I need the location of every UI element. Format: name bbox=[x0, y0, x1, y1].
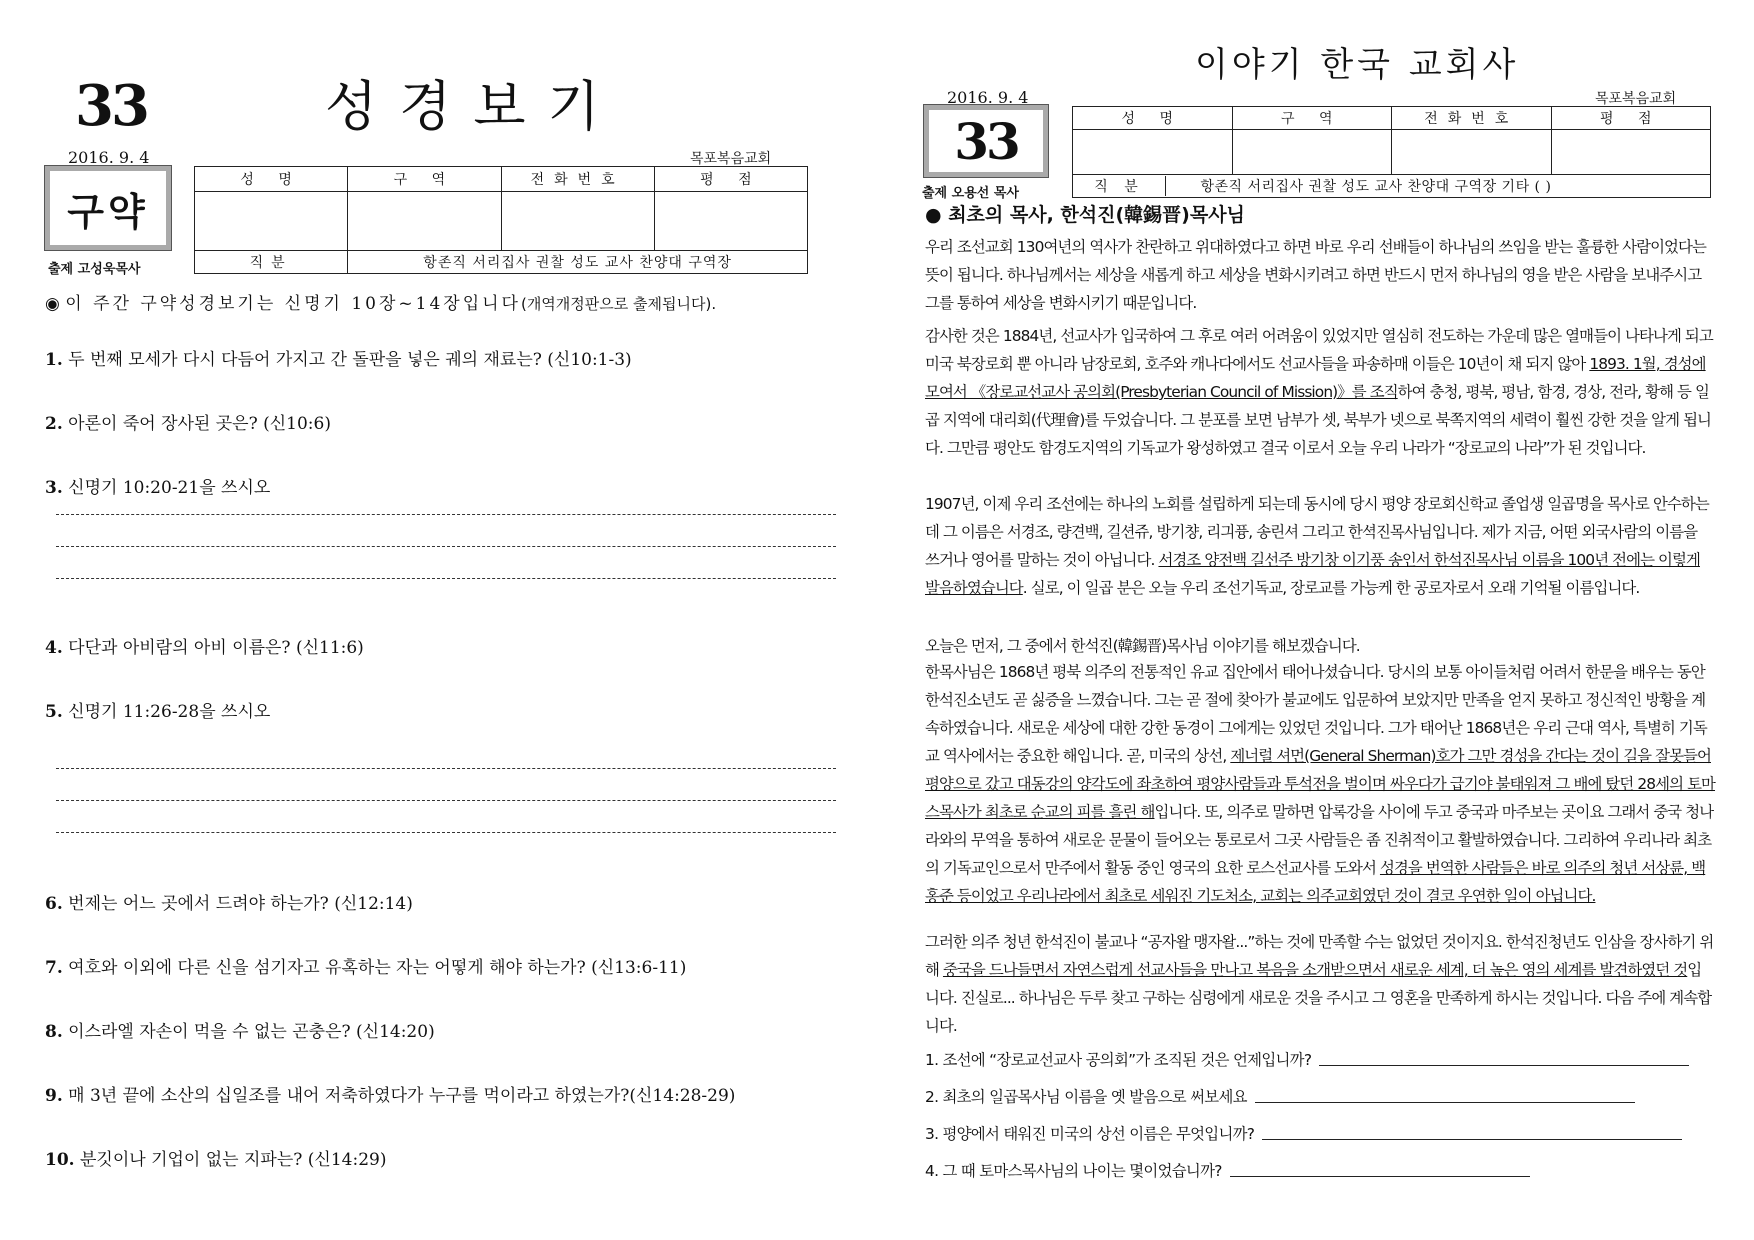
left-author: 출제 고성욱목사 bbox=[48, 262, 141, 277]
district-field[interactable] bbox=[1232, 130, 1392, 175]
name-field[interactable] bbox=[1073, 130, 1233, 175]
header-district: 구 역 bbox=[348, 167, 501, 192]
quiz-answer-line[interactable] bbox=[1255, 1102, 1635, 1103]
header-phone: 전화번호 bbox=[1392, 107, 1552, 130]
phone-field[interactable] bbox=[501, 192, 654, 251]
right-issue-number: 33 bbox=[924, 105, 1048, 177]
article-heading: ● 최초의 목사, 한석진(韓錫晋)목사님 bbox=[925, 204, 1245, 226]
left-church-name: 목포복음교회 bbox=[690, 151, 772, 167]
answer-line[interactable] bbox=[56, 546, 836, 547]
right-info-table bbox=[1072, 106, 1711, 198]
right-date: 2016. 9. 4 bbox=[947, 88, 1029, 107]
question-7: 7. 여호와 이외에 다른 신을 섬기자고 유혹하는 자는 어떻게 해야 하는가? (신13:6-11) bbox=[45, 958, 687, 978]
intro-line bbox=[45, 289, 825, 314]
question-1: 1. 두 번째 모세가 다시 다듬어 가지고 간 돌판을 넣은 궤의 재료는? (신10:1-3) bbox=[45, 350, 632, 370]
question-4: 4. 다단과 아비람의 아비 이름은? (신11:6) bbox=[45, 638, 364, 658]
quiz-answer-line[interactable] bbox=[1230, 1176, 1530, 1177]
role-row[interactable] bbox=[1073, 175, 1711, 198]
score-field[interactable] bbox=[1551, 130, 1711, 175]
question-8: 8. 이스라엘 자손이 먹을 수 없는 곤충은? (신14:20) bbox=[45, 1022, 435, 1042]
quiz-answer-line[interactable] bbox=[1319, 1065, 1689, 1066]
role-label: 직분 bbox=[195, 251, 348, 274]
answer-line[interactable] bbox=[56, 578, 836, 579]
question-10: 10. 분깃이나 기업이 없는 지파는? (신14:29) bbox=[45, 1150, 387, 1170]
header-district: 구 역 bbox=[1232, 107, 1392, 130]
article-paragraph-1: 우리 조선교회 130여년의 역사가 찬란하고 위대하였다고 하면 바로 우리 선배들이 하나님의 쓰임을 받는 훌륭한 사람이었다는 뜻이 됩니다. 하나님께서는 세상을 새롭게 하고 세상을 변화시키려고 하면 반드시 먼저 하나님의 영을 받은 사람을 보내주시고 그를 통하여 세상을 변화시키기 때문입니다. bbox=[925, 238, 1706, 312]
role-label: 직 분 bbox=[1073, 176, 1166, 196]
quiz-question-2: 2. 최초의 일곱목사님 이름을 옛 발음으로 써보세요 bbox=[925, 1085, 1635, 1107]
left-page-title: 성경보기 bbox=[325, 75, 622, 138]
role-options[interactable]: 항존직 서리집사 권찰 성도 교사 찬양대 구역장 bbox=[348, 251, 808, 274]
question-9: 9. 매 3년 끝에 소산의 십일조를 내어 저축하였다가 누구를 먹이라고 하였는가?(신14:28-29) bbox=[45, 1086, 736, 1106]
left-info-table bbox=[194, 166, 808, 274]
quiz-question-4: 4. 그 때 토마스목사님의 나이는 몇이었습니까? bbox=[925, 1159, 1530, 1181]
right-author: 출제 오용선 목사 bbox=[922, 186, 1019, 201]
question-5: 5. 신명기 11:26-28을 쓰시오 bbox=[45, 702, 271, 722]
header-phone: 전화번호 bbox=[501, 167, 654, 192]
intro-mark: ◉ bbox=[45, 294, 60, 314]
article-paragraph-6: 그러한 의주 청년 한석진이 불교나 “공자왈 맹자왈...”하는 것에 만족할 수는 없었던 것이지요. 한석진청년도 인삼을 장사하기 위해 중국을 드나들면서 자연스럽게 선교사들을 만나고 복음을 소개받으면서 새로운 세계, 더 높은 영의 세계를 발견하였던 것입니다. 진실로... 하나님은 두루 찾고 구하는 심령에게 새로운 것을 주시고 그 영혼을 만족하게 하시는 것입니다. 다음 주에 계속합니다. bbox=[925, 933, 1714, 1035]
intro-text: 이 주간 구약성경보기는 신명기 10장~14장입니다 bbox=[65, 294, 521, 314]
answer-line[interactable] bbox=[56, 514, 836, 515]
answer-line[interactable] bbox=[56, 768, 836, 769]
right-page-title: 이야기 한국 교회사 bbox=[1195, 45, 1520, 85]
score-field[interactable] bbox=[654, 192, 807, 251]
answer-line[interactable] bbox=[56, 800, 836, 801]
testament-box: 구약 bbox=[45, 166, 171, 250]
question-3: 3. 신명기 10:20-21을 쓰시오 bbox=[45, 478, 271, 498]
question-2: 2. 아론이 죽어 장사된 곳은? (신10:6) bbox=[45, 414, 331, 434]
article-paragraph-3: 1907년, 이제 우리 조선에는 하나의 노회를 설립하게 되는데 동시에 당시 평양 장로회신학교 졸업생 일곱명을 목사로 안수하는데 그 이름은 서경조, 량견백, 길션쥬, 방기챵, 리긔퓽, 송린셔 그리고 한셕진목사님입니다. 제가 지금, 어떤 외국사람의 이름을 쓰거나 영어를 말하는 것이 아닙니다. 서경조 양전백 길선주 방기창 이기풍 송인서 한석진목사님 이름을 100년 전에는 이렇게 발음하였습니다. 실로, 이 일곱 분은 오늘 우리 조선기독교, 장로교를 가능케 한 공로자로서 오래 기억될 이름입니다. bbox=[925, 495, 1709, 597]
header-score: 평 점 bbox=[1551, 107, 1711, 130]
article-paragraph-2: 감사한 것은 1884년, 선교사가 입국하여 그 후로 여러 어려움이 있었지만 열심히 전도하는 가운데 많은 열매들이 나타나게 되고 미국 북장로회 뿐 아니라 남장로회, 호주와 캐나다에서도 선교사들을 파송하매 이들은 10년이 채 되지 않아 1893. 1월, 경성에 모여서 《장로교선교사 공의회(Presbyterian Council of Mission)》를 조직하여 충청, 평북, 평남, 함경, 경상, 전라, 황해 등 일곱 지역에 대리회(代理會)를 두었습니다. 그 분포를 보면 남부가 셋, 북부가 넷으로 북쪽지역의 세력이 훨씬 강한 것을 알게 됩니다. 그만큼 평안도 함경도지역의 기독교가 왕성하였고 결국 이로서 오늘 우리 나라가 “장로교의 나라”가 된 것입니다. bbox=[925, 327, 1713, 457]
phone-field[interactable] bbox=[1392, 130, 1552, 175]
district-field[interactable] bbox=[348, 192, 501, 251]
quiz-question-1: 1. 조선에 “장로교선교사 공의회”가 조직된 것은 언제입니까? bbox=[925, 1048, 1689, 1070]
header-name: 성 명 bbox=[195, 167, 348, 192]
left-date: 2016. 9. 4 bbox=[68, 148, 150, 167]
left-issue-number: 33 bbox=[75, 73, 147, 139]
article-paragraph-4: 오늘은 먼저, 그 중에서 한석진(韓錫晋)목사님 이야기를 해보겠습니다. bbox=[925, 637, 1360, 655]
right-church-name: 목포복음교회 bbox=[1595, 91, 1677, 107]
article-paragraph-5: 한목사님은 1868년 평북 의주의 전통적인 유교 집안에서 태어나셨습니다. 당시의 보통 아이들처럼 어려서 한문을 배우는 동안 한석진소년도 곧 싫증을 느꼈습니다. 그는 곧 절에 찾아가 불교에도 입문하여 보았지만 만족을 얻지 못하고 정신적인 방황을 계속하였습니다. 새로운 세상에 대한 강한 동경이 그에게는 있었던 것입니다. 그가 태어난 1868년은 우리 근대 역사, 특별히 기독교 역사에서는 중요한 해입니다. 곧, 미국의 상선, 제너럴 셔먼(General Sherman)호가 그만 경성을 간다는 것이 길을 잘못들어 평양으로 갔고 대동강의 양각도에 좌초하여 평양사람들과 투석전을 벌이며 싸우다가 급기야 불태워져 그 배에 탔던 28세의 토마스목사가 최초로 순교의 피를 흘린 해입니다. 또, 의주로 말하면 압록강을 사이에 두고 중국과 마주보는 곳이요 그래서 중국 청나라와의 무역을 통하여 새로운 문물이 들어오는 통로로서 그곳 사람들은 좀 진취적이고 활발하였습니다. 그리하여 우리나라 최초의 기독교인으로서 만주에서 활동 중인 영국의 요한 로스선교사를 도와서 성경을 번역한 사람들은 바로 의주의 청년 서상륜, 백홍준 등이었고 우리나라에서 최초로 세워진 기도처소, 교회는 의주교회였던 것이 결코 우연한 일이 아닙니다. bbox=[925, 663, 1716, 905]
intro-note: (개역개정판으로 출제됩니다). bbox=[520, 295, 717, 313]
answer-line[interactable] bbox=[56, 832, 836, 833]
name-field[interactable] bbox=[195, 192, 348, 251]
question-6: 6. 번제는 어느 곳에서 드려야 하는가? (신12:14) bbox=[45, 894, 413, 914]
header-name: 성 명 bbox=[1073, 107, 1233, 130]
role-options[interactable]: 항존직 서리집사 권찰 성도 교사 찬양대 구역장 기타 ( ) bbox=[1200, 179, 1552, 195]
quiz-answer-line[interactable] bbox=[1262, 1139, 1682, 1140]
quiz-question-3: 3. 평양에서 태워진 미국의 상선 이름은 무엇입니까? bbox=[925, 1122, 1682, 1144]
header-score: 평 점 bbox=[654, 167, 807, 192]
